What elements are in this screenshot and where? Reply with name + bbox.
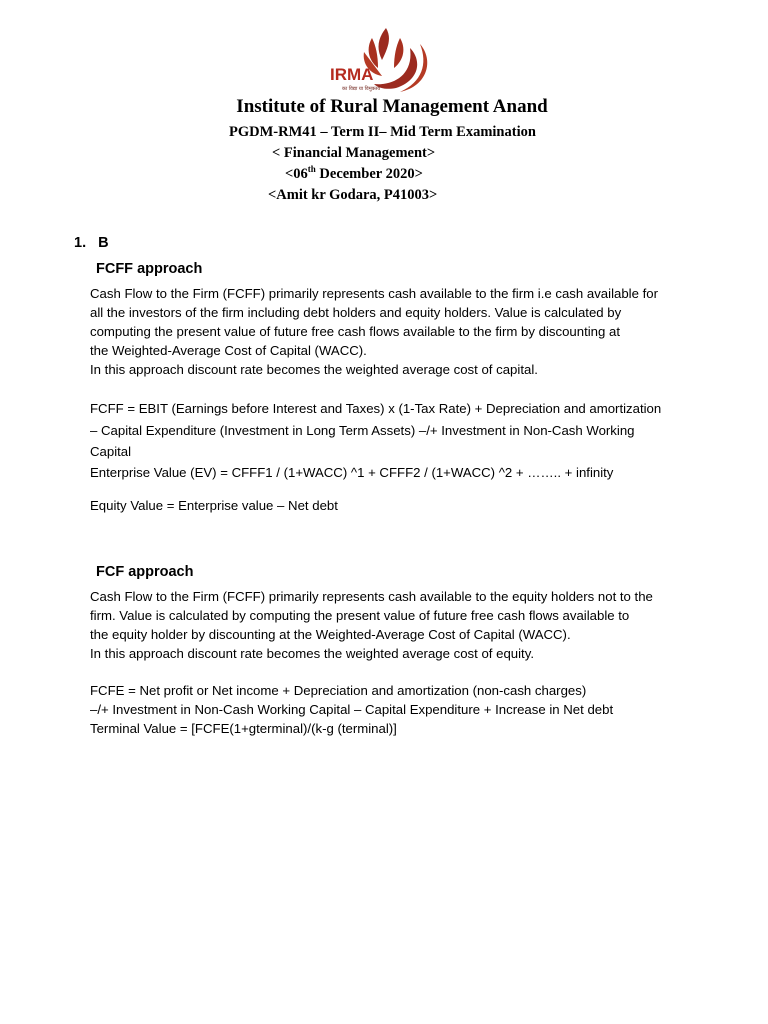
student-line: <Amit kr Godara, P41003>: [268, 187, 438, 203]
subject-line: < Financial Management>: [272, 145, 436, 161]
fcf-heading: FCF approach: [96, 564, 194, 580]
fcfe-formula: FCFE = Net profit or Net income + Depreciation and amortization (non-cash charges) –/+ Investment in Non-Cash Working Capital – Capital Expenditure + Increase in Net debt Terminal Value = [FCFE(1+gterminal)/(k-g (terminal)]: [90, 683, 614, 736]
enterprise-value-formula: Enterprise Value (EV) = CFFF1 / (1+WACC) ^1 + CFFF2 / (1+WACC) ^2 + …….. + infinity: [90, 465, 614, 480]
logo-tagline: का विद्या या विमुक्तये: [342, 86, 381, 92]
fcff-formula: FCFF = EBIT (Earnings before Interest and Taxes) x (1-Tax Rate) + Depreciation and amortization – Capital Expenditure (Investment in Long Term Assets) –/+ Investment in Non-Cash Working Capital: [90, 401, 662, 459]
institute-title: Institute of Rural Management Anand: [236, 96, 548, 117]
fcff-heading: FCFF approach: [96, 261, 203, 277]
exam-line: PGDM-RM41 – Term II– Mid Term Examination: [229, 124, 536, 140]
fcff-paragraph: Cash Flow to the Firm (FCFF) primarily represents cash available to the firm i.e cash available for all the investors of the firm including debt holders and equity holders. Value is calculated by computing the present value of future free cash flows available to the firm by discounting at the Weighted-Average Cost of Capital (WACC). In this approach discount rate becomes the weighted average cost of capital.: [90, 286, 658, 377]
equity-value-formula: Equity Value = Enterprise value – Net debt: [90, 498, 338, 513]
date-line: <06th December 2020>: [285, 164, 423, 182]
irma-logo: [326, 26, 438, 94]
logo-text: IRMA: [330, 65, 374, 84]
irma-flame-icon: [326, 26, 438, 94]
question-number: 1. B: [74, 235, 109, 251]
fcf-paragraph: Cash Flow to the Firm (FCFF) primarily represents cash available to the equity holders not to the firm. Value is calculated by computing the present value of future free cash flows available to the equity holder by discounting at the Weighted-Average Cost of Capital (WACC). In this approach discount rate becomes the weighted average cost of equity.: [90, 589, 653, 661]
